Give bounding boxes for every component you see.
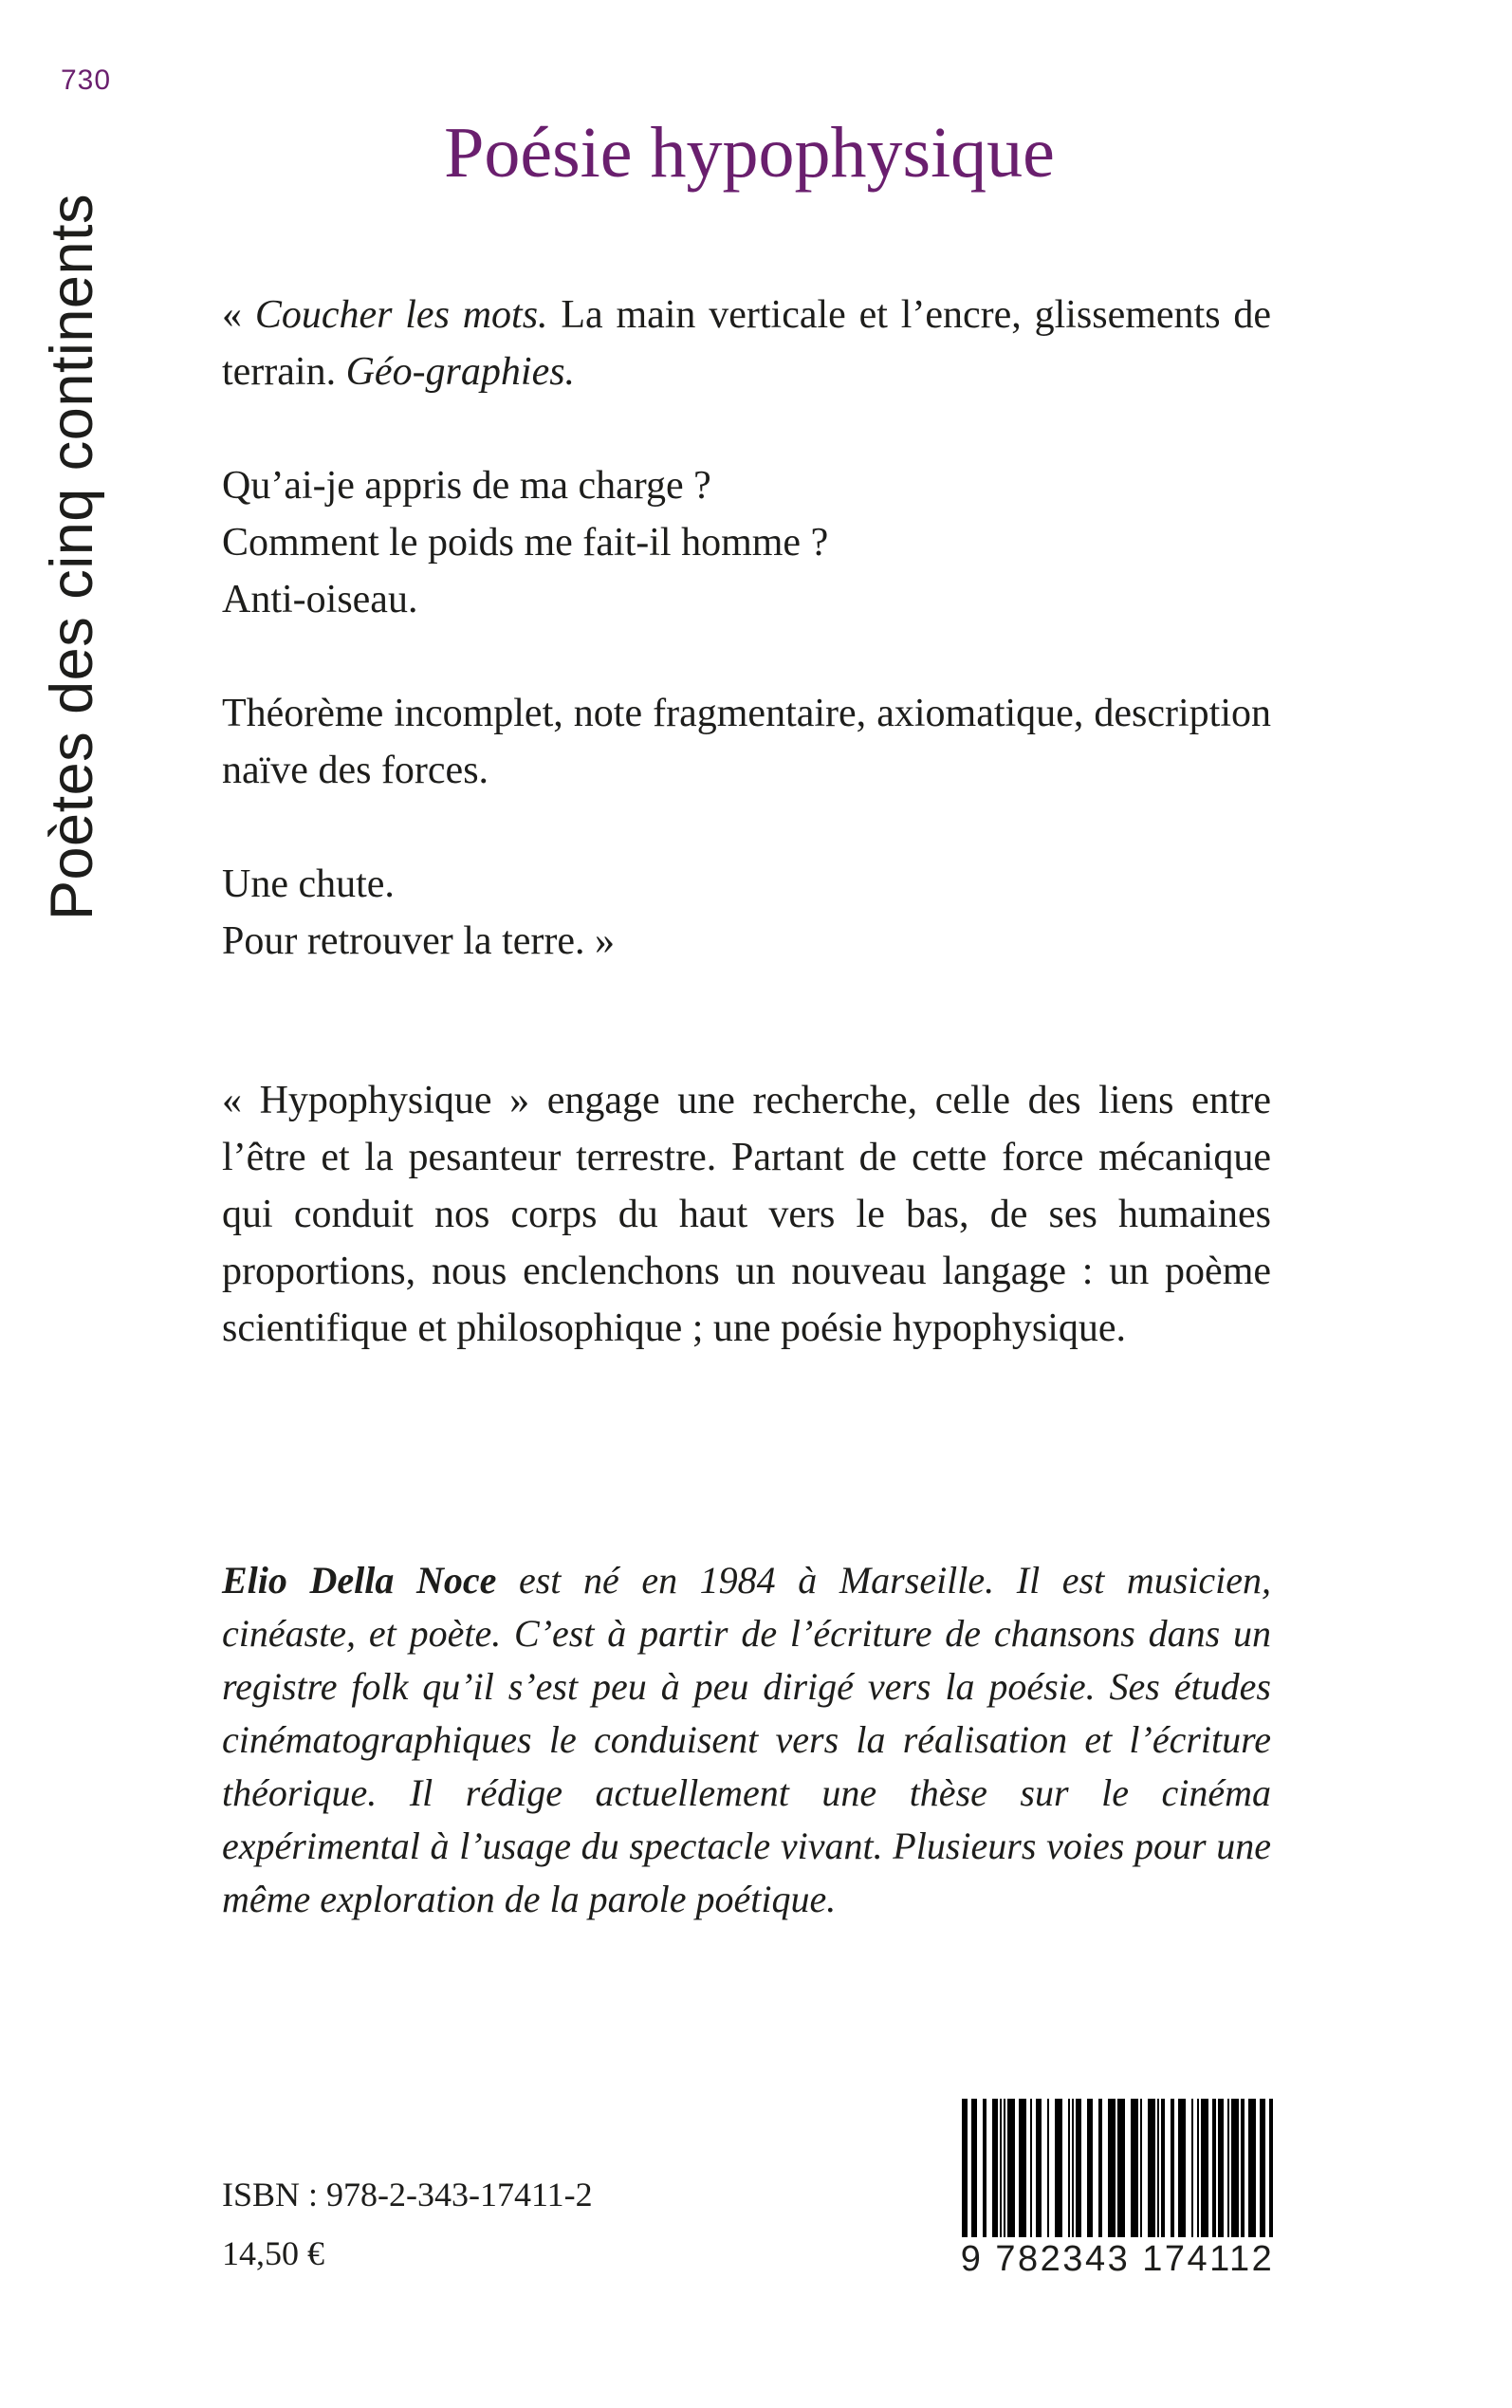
isbn: ISBN : 978-2-343-17411-2 [222, 2176, 593, 2214]
bio-paragraph: Elio Della Noce est né en 1984 à Marseille. Il est musicien, cinéaste, et poète. C’est à partir de l’écriture de chansons dans un registre folk qu’il s’est peu à peu dirigé vers la poésie. Ses études cinématographiques le conduisent vers la réalisation et l’écriture théorique. Il rédige actuellement une thèse sur le cinéma expérimental à l’usage du spectacle vivant. Plusieurs voies pour une même exploration de la parole poétique. [222, 1559, 1271, 1920]
quote-line: Comment le poids me fait-il homme ? [222, 521, 829, 565]
quote-paragraph-3: Théorème incomplet, note fragmentaire, axiomatique, description naïve des forces. [222, 692, 1271, 792]
price: 14,50 € [222, 2234, 324, 2272]
author-name: Elio Della Noce [222, 1559, 497, 1602]
description-paragraph: « Hypophysique » engage une recherche, celle des liens entre l’être et la pesanteur terrestre. Partant de cette force mécanique qui conduit nos corps du haut vers le bas, de ses humaines proportions, nous enclenchons un nouveau langage : un poème scientifique et philosophique ; une poésie hypophysique. [222, 1079, 1271, 1350]
book-description [222, 1072, 1271, 1357]
series-number: 730 [61, 65, 112, 96]
barcode-digits: 9 782343 174112 [958, 2237, 1277, 2281]
quote-line: Qu’ai-je appris de ma charge ? [222, 464, 711, 508]
quote-line: Une chute. [222, 862, 395, 906]
back-cover-quote [222, 287, 1271, 970]
series-title: Poètes des cinq continents [39, 194, 105, 920]
book-title: Poésie hypophysique [444, 113, 1055, 193]
quote-line: Pour retrouver la terre. » [222, 919, 615, 963]
author-bio [222, 1554, 1271, 1926]
quote-paragraph-1: « Coucher les mots. La main verticale et l’encre, glissements de terrain. Géo-graphies. [222, 293, 1271, 394]
quote-line: Anti-oiseau. [222, 578, 418, 621]
